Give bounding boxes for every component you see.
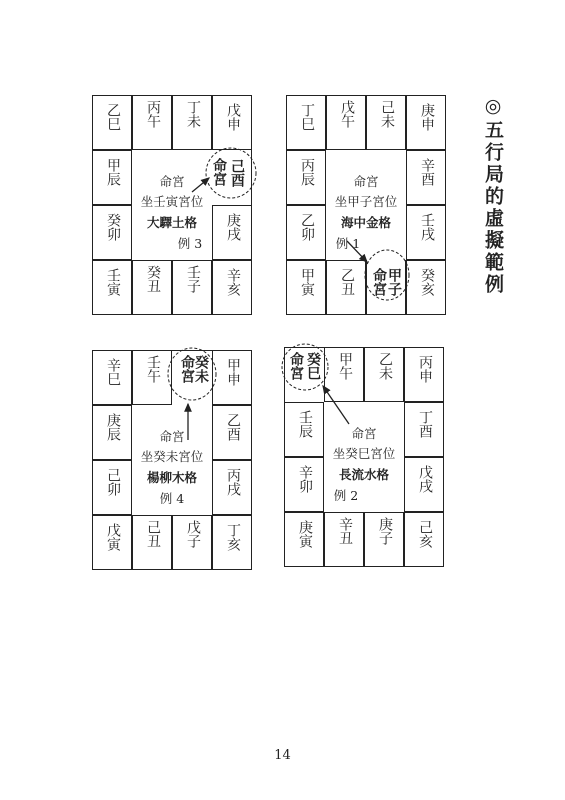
cell-zi: 壬子 bbox=[185, 265, 201, 293]
center-line-1: 命宮 bbox=[159, 174, 185, 189]
cell-chen: 庚辰 bbox=[105, 413, 121, 441]
cell-si: 丁巳 bbox=[299, 103, 315, 131]
cell-chou: 辛丑 bbox=[337, 517, 353, 545]
center-line-1: 命宮 bbox=[353, 174, 379, 189]
cell-wei: 乙未 bbox=[377, 352, 393, 380]
cell-chou: 乙丑 bbox=[339, 268, 355, 296]
cell-si: 乙巳 bbox=[105, 103, 121, 131]
page-title: ◎五行局的虛擬範例 bbox=[482, 95, 504, 296]
cell-hai: 癸亥 bbox=[419, 268, 435, 296]
cell-wu: 丙午 bbox=[145, 100, 161, 128]
cell-wei: 丁未 bbox=[185, 100, 201, 128]
cell-shen: 甲申 bbox=[225, 358, 241, 386]
center-line-3: 大驛土格 bbox=[146, 215, 197, 230]
center-line-3: 長流水格 bbox=[338, 467, 389, 482]
cell-zi: 戊子 bbox=[185, 520, 201, 548]
center-line-2: 坐癸未宮位 bbox=[140, 449, 204, 464]
cell-yin: 甲寅 bbox=[299, 268, 315, 296]
cell-shen: 庚申 bbox=[419, 103, 435, 131]
cell-you: 乙酉 bbox=[225, 413, 241, 441]
cell-wu: 壬午 bbox=[145, 355, 161, 383]
cell-yin: 戊寅 bbox=[105, 523, 121, 551]
cell-hai: 辛亥 bbox=[225, 268, 241, 296]
page-number: 14 bbox=[274, 748, 291, 763]
center-line-4: 例 3 bbox=[177, 236, 203, 251]
dashed-circle-icon bbox=[168, 148, 409, 400]
cell-zi: 甲子 bbox=[386, 268, 402, 296]
ming-gong-label: 命宮 bbox=[371, 268, 387, 296]
ming-gong-label: 命宮 bbox=[179, 355, 195, 383]
cell-mao: 癸卯 bbox=[105, 213, 121, 241]
cell-xu: 壬戌 bbox=[419, 213, 435, 241]
center-line-1: 命宮 bbox=[159, 429, 185, 444]
cell-zi: 庚子 bbox=[377, 517, 393, 545]
center-line-2: 坐癸巳宮位 bbox=[332, 446, 396, 461]
cell-chen: 壬辰 bbox=[297, 410, 313, 438]
center-line-2: 坐甲子宮位 bbox=[334, 194, 398, 209]
cell-yin: 壬寅 bbox=[105, 268, 121, 296]
center-line-3: 海中金格 bbox=[340, 215, 391, 230]
cell-wei: 己未 bbox=[379, 100, 395, 128]
cell-chou: 癸丑 bbox=[145, 265, 161, 293]
cell-si: 辛巳 bbox=[105, 358, 121, 386]
center-line-1: 命宮 bbox=[351, 426, 377, 441]
cell-xu: 戊戌 bbox=[417, 465, 433, 493]
cell-mao: 乙卯 bbox=[299, 213, 315, 241]
ming-gong-label: 命宮 bbox=[211, 158, 227, 186]
cell-xu: 丙戌 bbox=[225, 468, 241, 496]
center-line-2: 坐壬寅宮位 bbox=[140, 194, 204, 209]
cell-mao: 己卯 bbox=[105, 468, 121, 496]
cell-mao: 辛卯 bbox=[297, 465, 313, 493]
cell-yin: 庚寅 bbox=[297, 520, 313, 548]
cell-chen: 甲辰 bbox=[105, 158, 121, 186]
center-line-3: 楊柳木格 bbox=[146, 470, 197, 485]
cell-wu: 戊午 bbox=[339, 100, 355, 128]
cell-chen: 丙辰 bbox=[299, 158, 315, 186]
cell-you: 己酉 bbox=[229, 159, 245, 187]
cell-hai: 己亥 bbox=[417, 520, 433, 548]
cell-shen: 戊申 bbox=[225, 103, 241, 131]
cell-wei: 癸未 bbox=[193, 355, 209, 383]
center-line-4: 例 1 bbox=[335, 236, 361, 251]
center-line-4: 例 4 bbox=[159, 491, 185, 506]
cell-you: 丁酉 bbox=[417, 410, 433, 438]
cell-you: 辛酉 bbox=[419, 158, 435, 186]
center-line-4: 例 2 bbox=[333, 488, 359, 503]
cell-xu: 庚戌 bbox=[225, 213, 241, 241]
cell-si: 癸巳 bbox=[305, 352, 321, 380]
cell-hai: 丁亥 bbox=[225, 523, 241, 551]
cell-chou: 己丑 bbox=[145, 520, 161, 548]
cell-shen: 丙申 bbox=[417, 355, 433, 383]
cell-wu: 甲午 bbox=[337, 352, 353, 380]
ming-gong-label: 命宮 bbox=[288, 352, 304, 380]
